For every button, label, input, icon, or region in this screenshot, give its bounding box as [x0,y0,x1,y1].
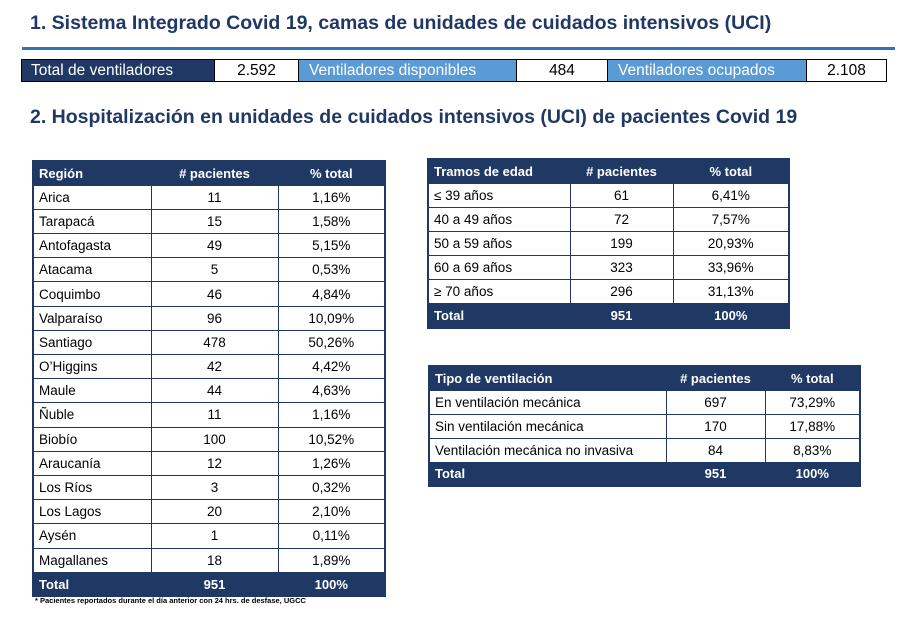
table-cell: 11 [151,185,278,209]
table-cell: 1 [151,524,278,548]
table-cell: 296 [570,279,673,303]
table-cell: 20,93% [673,231,789,255]
section1-title: 1. Sistema Integrado Covid 19, camas de unidades de cuidados intensivos (UCI) [30,12,772,34]
occupied-ventilators-label: Ventiladores ocupados [608,60,807,81]
table-cell: 697 [666,390,765,414]
column-header: Tramos de edad [428,159,570,183]
table-row [33,306,385,330]
table-cell: 4,84% [278,282,385,306]
table-cell: 50 a 59 años [428,231,570,255]
table-cell: 40 a 49 años [428,207,570,231]
table-row [33,258,385,282]
column-header: % total [278,161,385,185]
table-cell: Ventilación mecánica no invasiva [429,438,666,462]
table-total-row [428,304,789,328]
table-cell: Arica [33,185,151,209]
table-row [33,548,385,572]
table-cell: 72 [570,207,673,231]
table-cell: 1,16% [278,185,385,209]
table-cell: 10,09% [278,306,385,330]
table-cell: 1,89% [278,548,385,572]
table-cell: 50,26% [278,330,385,354]
total-ventilators-value: 2.592 [215,60,299,81]
table-cell: Santiago [33,330,151,354]
table-cell: 4,63% [278,379,385,403]
column-header: # pacientes [666,366,765,390]
table-cell: Tarapacá [33,209,151,233]
column-header: Región [33,161,151,185]
total-cell: Total [429,462,666,486]
total-cell: 100% [673,304,789,328]
table-cell: 199 [570,231,673,255]
table-cell: Sin ventilación mecánica [429,414,666,438]
table-cell: 6,41% [673,183,789,207]
total-cell: 951 [570,304,673,328]
age-group-table [427,158,790,329]
table-cell: 42 [151,355,278,379]
table-cell: 170 [666,414,765,438]
table-cell: 17,88% [765,414,860,438]
table-row [33,500,385,524]
table-row [33,355,385,379]
table-row [33,185,385,209]
table-cell: Magallanes [33,548,151,572]
table-cell: 323 [570,255,673,279]
table-header-row [429,366,860,390]
table-row [428,255,789,279]
table-cell: Los Lagos [33,500,151,524]
total-cell: 951 [151,572,278,596]
table-row [428,207,789,231]
table-cell: 49 [151,234,278,258]
table-cell: 12 [151,451,278,475]
table-cell: 73,29% [765,390,860,414]
available-ventilators-label: Ventiladores disponibles [299,60,517,81]
table-row [33,379,385,403]
table-cell: Los Ríos [33,475,151,499]
table-cell: 0,53% [278,258,385,282]
table-row [429,438,860,462]
footnote: * Pacientes reportados durante el día anterior con 24 hrs. de desfase, UGCC [35,596,306,605]
table-row [33,451,385,475]
table-row [33,524,385,548]
table-cell: 15 [151,209,278,233]
table-cell: 4,42% [278,355,385,379]
table-row [428,183,789,207]
table-cell: 44 [151,379,278,403]
total-cell: 951 [666,462,765,486]
table-cell: O’Higgins [33,355,151,379]
table-cell: 46 [151,282,278,306]
table-cell: 10,52% [278,427,385,451]
column-header: # pacientes [570,159,673,183]
table-cell: Araucanía [33,451,151,475]
table-cell: 96 [151,306,278,330]
table-cell: Maule [33,379,151,403]
table-cell: 1,26% [278,451,385,475]
table-cell: 60 a 69 años [428,255,570,279]
table-row [33,209,385,233]
ventilation-type-table [428,365,861,487]
table-cell: Aysén [33,524,151,548]
table-cell: 2,10% [278,500,385,524]
table-cell: Coquimbo [33,282,151,306]
table-cell: 5,15% [278,234,385,258]
table-cell: 8,83% [765,438,860,462]
table-cell: 0,32% [278,475,385,499]
table-cell: 18 [151,548,278,572]
table-cell: Ñuble [33,403,151,427]
table-cell: 5 [151,258,278,282]
table-row [429,414,860,438]
table-cell: 84 [666,438,765,462]
table-cell: Antofagasta [33,234,151,258]
table-cell: 1,58% [278,209,385,233]
column-header: # pacientes [151,161,278,185]
table-row [429,390,860,414]
table-header-row [33,161,385,185]
table-cell: 11 [151,403,278,427]
table-row [33,330,385,354]
ventilators-summary-bar [21,59,887,82]
table-cell: 61 [570,183,673,207]
table-header-row [428,159,789,183]
table-total-row [429,462,860,486]
table-row [33,234,385,258]
available-ventilators-value: 484 [517,60,608,81]
column-header: % total [765,366,860,390]
table-cell: 478 [151,330,278,354]
table-cell: Atacama [33,258,151,282]
table-row [33,403,385,427]
table-row [428,279,789,303]
table-total-row [33,572,385,596]
table-cell: 3 [151,475,278,499]
total-cell: 100% [278,572,385,596]
table-cell: ≤ 39 años [428,183,570,207]
column-header: % total [673,159,789,183]
table-row [428,231,789,255]
table-cell: ≥ 70 años [428,279,570,303]
table-row [33,475,385,499]
total-ventilators-label: Total de ventiladores [22,60,215,81]
total-cell: 100% [765,462,860,486]
table-row [33,282,385,306]
occupied-ventilators-value: 2.108 [807,60,886,81]
table-cell: 1,16% [278,403,385,427]
table-cell: Valparaíso [33,306,151,330]
table-cell: 33,96% [673,255,789,279]
table-cell: Biobío [33,427,151,451]
region-table [32,160,386,597]
section1-divider [22,47,895,50]
section2-title: 2. Hospitalización en unidades de cuidados intensivos (UCI) de pacientes Covid 19 [30,106,798,128]
table-cell: 7,57% [673,207,789,231]
table-cell: En ventilación mecánica [429,390,666,414]
table-row [33,427,385,451]
table-cell: 20 [151,500,278,524]
total-cell: Total [428,304,570,328]
table-cell: 100 [151,427,278,451]
table-cell: 31,13% [673,279,789,303]
column-header: Tipo de ventilación [429,366,666,390]
total-cell: Total [33,572,151,596]
table-cell: 0,11% [278,524,385,548]
